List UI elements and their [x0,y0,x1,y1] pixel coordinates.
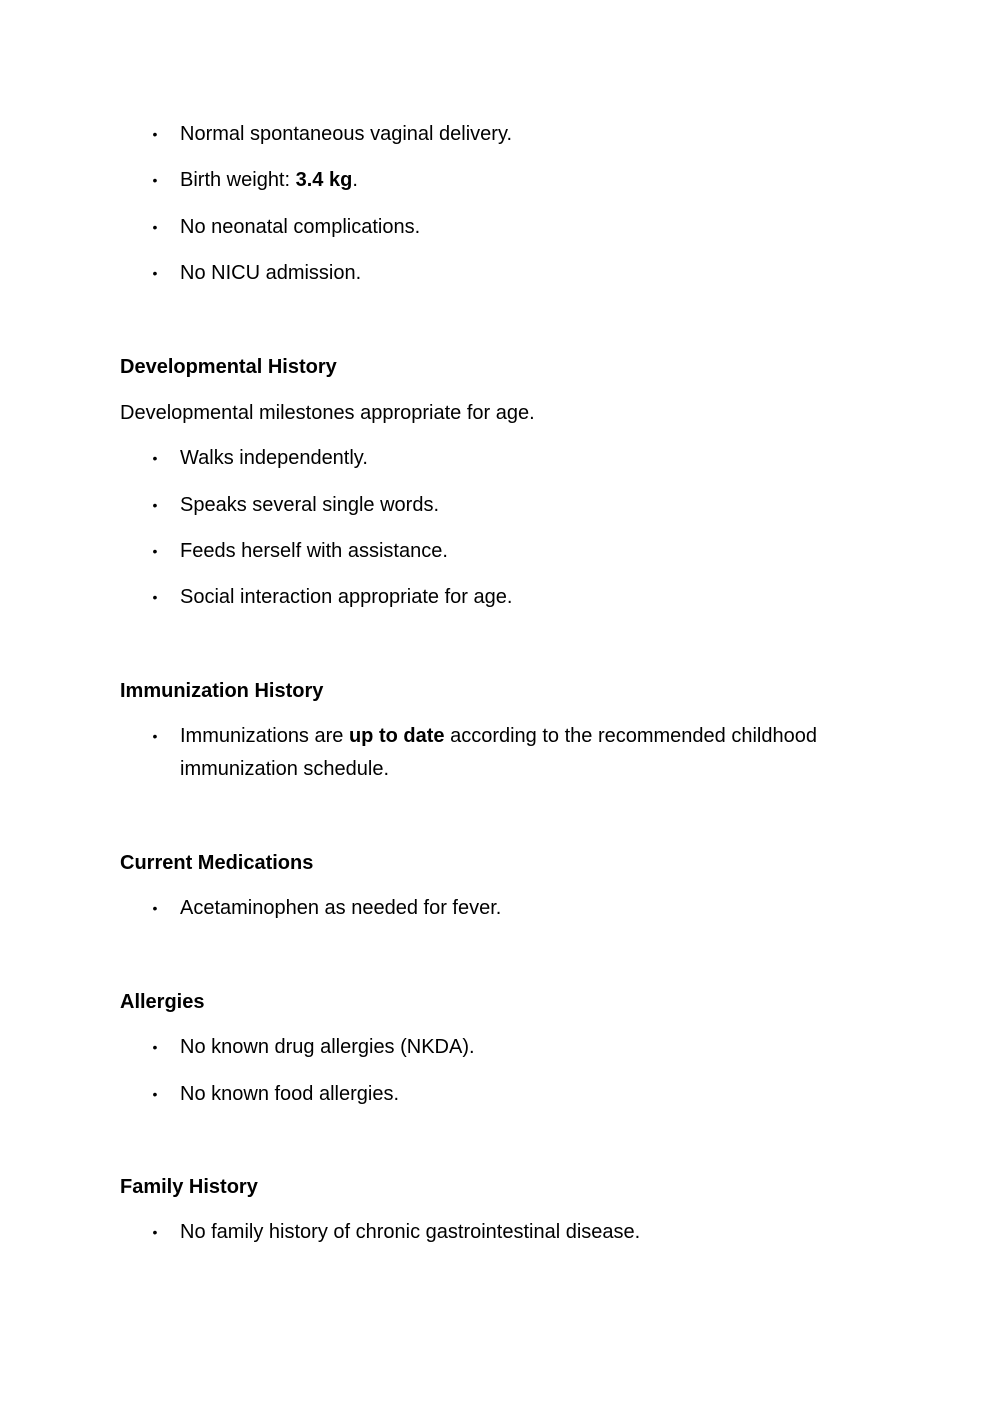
developmental-intro: Developmental milestones appropriate for age. [120,402,535,424]
immunization-text-end: according to the recommended childhood immunization schedule. [180,725,817,780]
list-item-text: Walks independently. [180,447,368,469]
list-item-text: Feeds herself with assistance. [180,540,448,562]
bullet: • [152,1086,158,1102]
immunization-history-heading: Immunization History [120,680,324,702]
immunization-status: up to date [348,725,445,747]
allergies-heading: Allergies [120,991,205,1013]
current-medications-heading: Current Medications [120,852,314,874]
birth-weight-value: 3.4 kg [295,169,353,191]
birth-weight-label: Birth weight: [180,169,296,191]
bullet: • [152,172,158,188]
developmental-history-heading: Developmental History [120,356,337,378]
bullet: • [152,900,158,916]
list-item [148,442,868,475]
list-item-text: No known food allergies. [180,1083,400,1105]
list-item [148,164,868,197]
list-item-text: Acetaminophen as needed for fever. [180,897,502,919]
list-item [148,118,868,151]
bullet: • [152,497,158,513]
list-item [148,581,868,614]
list-item [148,211,868,244]
list-item-text: Normal spontaneous vaginal delivery. [180,123,513,145]
list-item-text: Speaks several single words. [180,494,440,516]
bullet: • [152,543,158,559]
list-item-text: No family history of chronic gastrointestinal disease. [180,1221,641,1243]
list-item [148,257,868,290]
list-item-text: Social interaction appropriate for age. [180,586,513,608]
immunization-text-start: Immunizations are [180,725,349,747]
list-item [148,1031,868,1064]
list-item [148,489,868,522]
list-item-text: No known drug allergies (NKDA). [180,1036,475,1058]
bullet: • [152,265,158,281]
bullet: • [152,450,158,466]
list-item [148,535,868,568]
list-item [148,892,868,925]
bullet: • [152,1039,158,1055]
bullet: • [152,1224,158,1240]
list-item-text [180,720,868,786]
bullet: • [152,219,158,235]
family-history-heading: Family History [120,1176,258,1198]
list-item-text [180,164,868,197]
bullet: • [152,126,158,142]
list-item-text: No neonatal complications. [180,216,421,238]
list-item [148,720,868,786]
list-item [148,1216,868,1249]
bullet: • [152,728,158,744]
list-item-text: No NICU admission. [180,262,362,284]
bullet: • [152,589,158,605]
list-item [148,1078,868,1111]
punctuation: . [352,169,358,191]
